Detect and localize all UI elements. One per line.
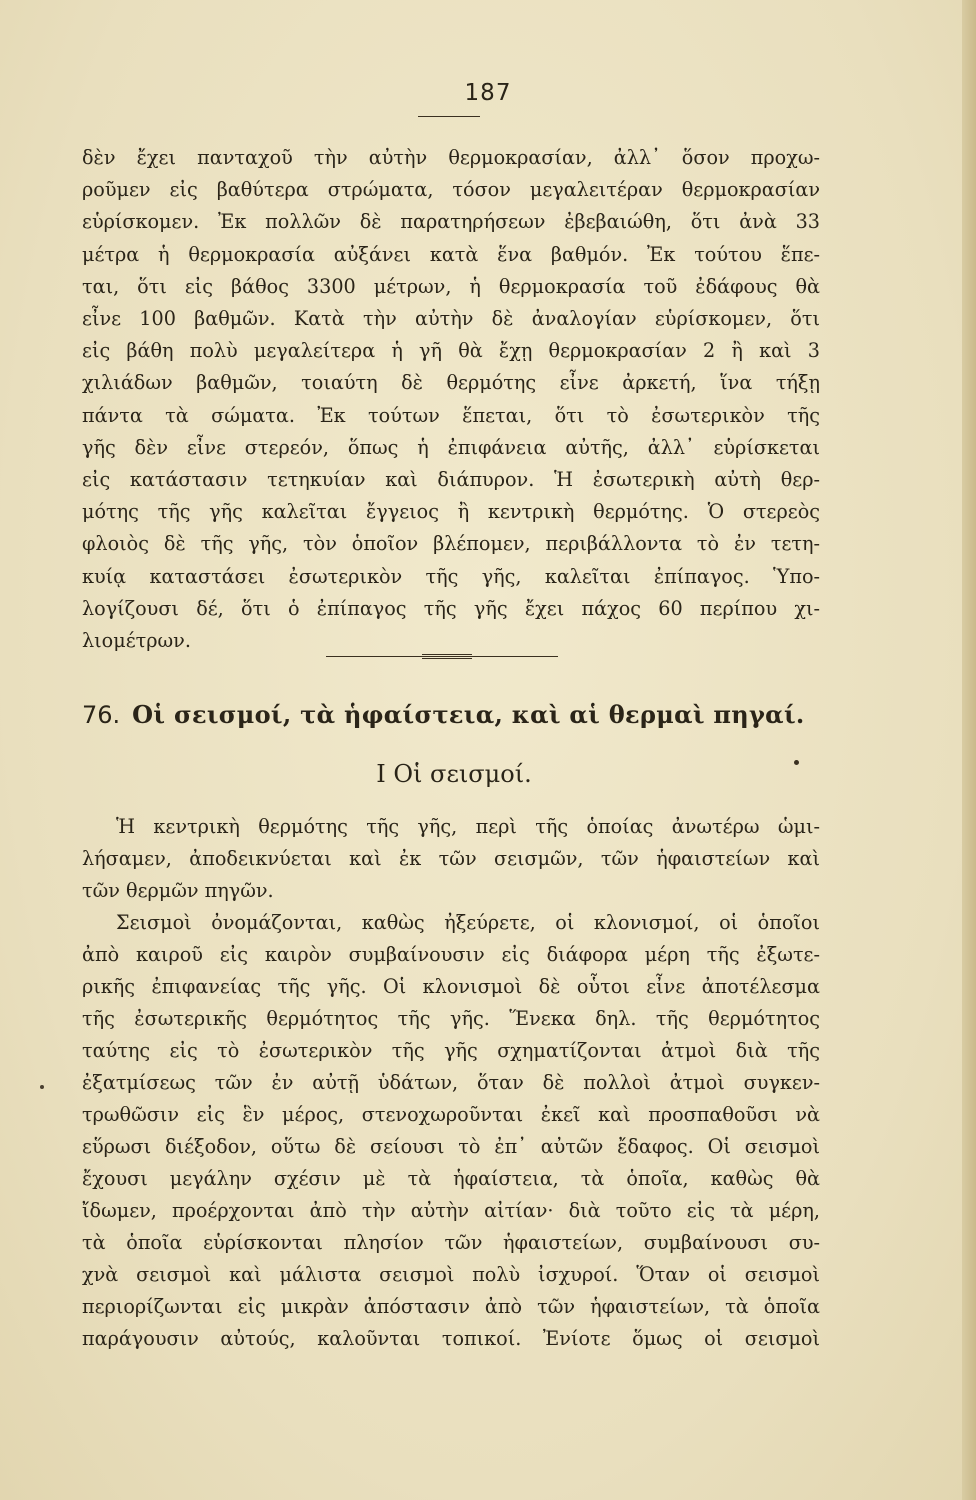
text-line: λιομέτρων.	[82, 629, 191, 653]
text-line: ροῦμεν εἰς βαθύτερα στρώματα, τόσον μεγαλειτέραν θερμοκρασίαν	[82, 178, 820, 202]
text-line: γῆς δὲν εἶνε στερεόν, ὅπως ἡ ἐπιφάνεια αὐτῆς, ἀλλ᾽ εὑρίσκεται	[82, 435, 820, 459]
paragraph-thermal-gradient	[82, 142, 820, 657]
text-line: εἰς βάθη πολὺ μεγαλείτερα ἡ γῆ θὰ ἔχῃ θερμοκρασίαν 2 ἢ καὶ 3	[82, 339, 820, 363]
section-title: Οἱ σεισμοί, τὰ ἡφαίστεια, καὶ αἱ θερμαὶ πηγαί.	[132, 700, 805, 729]
text-line: ρικῆς ἐπιφανείας τῆς γῆς. Οἱ κλονισμοὶ δὲ οὗτοι εἶνε ἀποτέλεσμα	[82, 975, 820, 998]
text-line: δὲν ἔχει πανταχοῦ τὴν αὐτὴν θερμοκρασίαν, ἀλλ᾽ ὅσον προχω-	[82, 146, 820, 169]
text-line: τὰ ὁποῖα εὑρίσκονται πλησίον τῶν ἡφαιστείων, συμβαίνουσι συ-	[82, 1231, 820, 1254]
text-line: ταύτης εἰς τὸ ἐσωτερικὸν τῆς γῆς σχηματίζονται ἀτμοὶ διὰ τῆς	[82, 1039, 820, 1062]
text-line: κυίᾳ καταστάσει ἐσωτερικὸν τῆς γῆς, καλεῖται ἐπίπαγος. Ὑπο-	[82, 564, 820, 588]
section-heading	[82, 700, 822, 729]
page-number-rule	[418, 116, 480, 117]
text-line: χνὰ σεισμοὶ καὶ μάλιστα σεισμοὶ πολὺ ἰσχυροί. Ὅταν οἱ σεισμοὶ	[82, 1263, 820, 1286]
text-line: εἰς κατάστασιν τετηκυίαν καὶ διάπυρον. Ἡ ἐσωτερικὴ αὐτὴ θερ-	[82, 468, 820, 492]
text-line: ἀπὸ καιροῦ εἰς καιρὸν συμβαίνουσιν εἰς διάφορα μέρη τῆς ἐξωτε-	[82, 943, 820, 966]
text-line: εὕρωσι διέξοδον, οὕτω δὲ σείουσι τὸ ἐπ᾽ αὐτῶν ἔδαφος. Οἱ σεισμοὶ	[82, 1135, 820, 1158]
text-line: τῶν θερμῶν πηγῶν.	[82, 879, 274, 902]
text-line: μέτρα ἡ θερμοκρασία αὐξάνει κατὰ ἕνα βαθμόν. Ἐκ τούτου ἕπε-	[82, 242, 820, 266]
text-line: χιλιάδων βαθμῶν, τοιαύτη δὲ θερμότης εἶνε ἀρκετή, ἵνα τήξῃ	[82, 371, 820, 395]
text-line: ἴδωμεν, προέρχονται ἀπὸ τὴν αὐτὴν αἰτίαν· διὰ τοῦτο εἰς τὰ μέρη,	[82, 1199, 820, 1222]
text-line: λογίζουσι δέ, ὅτι ὁ ἐπίπαγος τῆς γῆς ἔχει πάχος 60 περίπου χι-	[82, 596, 820, 620]
text-line: Σεισμοὶ ὀνομάζονται, καθὼς ἠξεύρετε, οἱ κλονισμοί, οἱ ὁποῖοι	[116, 911, 820, 934]
text-line: Ἡ κεντρικὴ θερμότης τῆς γῆς, περὶ τῆς ὁποίας ἀνωτέρω ὡμι-	[116, 815, 820, 838]
text-line: ται, ὅτι εἰς βάθος 3300 μέτρων, ἡ θερμοκρασία τοῦ ἐδάφους θὰ	[82, 274, 820, 298]
subsection-title: Ι Οἱ σεισμοί.	[376, 760, 532, 788]
text-line: μότης τῆς γῆς καλεῖται ἔγγειος ἢ κεντρικὴ θερμότης. Ὁ στερεὸς	[82, 500, 820, 524]
text-line: ἐξατμίσεως τῶν ἐν αὐτῇ ὑδάτων, ὅταν δὲ πολλοὶ ἀτμοὶ συγκεν-	[82, 1071, 820, 1094]
text-line: παράγουσιν αὐτούς, καλοῦνται τοπικοί. Ἐνίοτε ὅμως οἱ σεισμοὶ	[82, 1327, 820, 1350]
text-line: περιορίζωνται εἰς μικρὰν ἀπόστασιν ἀπὸ τῶν ἡφαιστείων, τὰ ὁποῖα	[82, 1295, 820, 1318]
text-line: τῆς ἐσωτερικῆς θερμότητος τῆς γῆς. Ἕνεκα δηλ. τῆς θερμότητος	[82, 1007, 820, 1030]
page-number: 187	[464, 80, 512, 106]
text-line: ἔχουσι μεγάλην σχέσιν μὲ τὰ ἡφαίστεια, τὰ ὁποῖα, καθὼς θὰ	[82, 1167, 820, 1190]
text-line: φλοιὸς δὲ τῆς γῆς, τὸν ὁποῖον βλέπομεν, περιβάλλοντα τὸ ἐν τετη-	[82, 532, 820, 556]
page-edge	[962, 0, 976, 1500]
text-line: τρωθῶσιν εἰς ἓν μέρος, στενοχωροῦνται ἐκεῖ καὶ προσπαθοῦσι νὰ	[82, 1103, 820, 1126]
section-number: 76.	[82, 701, 121, 729]
text-line: λήσαμεν, ἀποδεικνύεται καὶ ἐκ τῶν σεισμῶν, τῶν ἡφαιστείων καὶ	[82, 847, 820, 870]
text-line: εὑρίσκομεν. Ἐκ πολλῶν δὲ παρατηρήσεων ἐβεβαιώθη, ὅτι ἀνὰ 33	[82, 210, 820, 234]
separator-double-rule	[422, 654, 472, 659]
section-separator	[326, 654, 558, 660]
text-line: εἶνε 100 βαθμῶν. Κατὰ τὴν αὐτὴν δὲ ἀναλογίαν εὑρίσκομεν, ὅτι	[82, 307, 820, 331]
text-line: πάντα τὰ σώματα. Ἐκ τούτων ἕπεται, ὅτι τὸ ἐσωτερικὸν τῆς	[82, 403, 820, 427]
paragraph-earthquakes	[82, 811, 820, 1355]
margin-ink-mark	[40, 1085, 44, 1089]
